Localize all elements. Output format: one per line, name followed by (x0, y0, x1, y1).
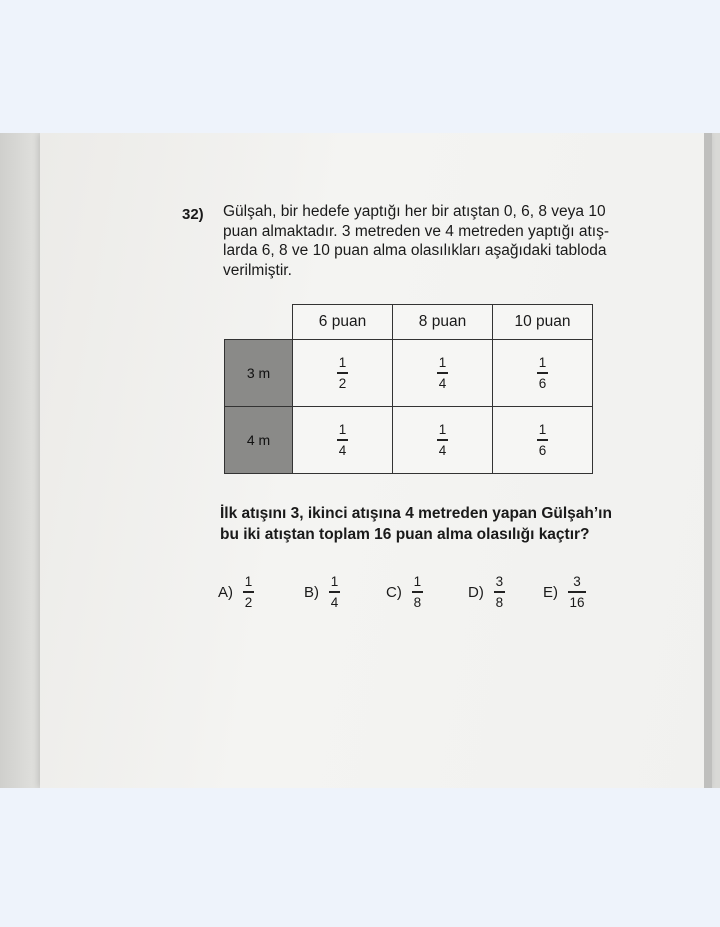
denominator: 2 (338, 375, 347, 391)
fraction (537, 355, 548, 390)
numerator: 1 (338, 422, 347, 438)
stem-line: puan almaktadır. 3 metreden ve 4 metreden yaptığı atış- (223, 222, 609, 240)
probability-table (224, 304, 593, 474)
row-header: 4 m (225, 407, 293, 474)
column-header: 8 puan (393, 305, 493, 340)
page-fold (0, 133, 40, 788)
table-cell (493, 340, 593, 407)
choice-b[interactable] (304, 570, 340, 614)
numerator: 1 (244, 574, 253, 590)
denominator: 6 (538, 375, 547, 391)
numerator: 1 (538, 422, 547, 438)
choice-label: D) (468, 583, 484, 601)
answer-choices (218, 570, 658, 614)
denominator: 6 (538, 442, 547, 458)
question-ask (220, 503, 612, 545)
fraction (337, 422, 348, 457)
denominator: 4 (338, 442, 347, 458)
table-row (225, 407, 593, 474)
table-cell (493, 407, 593, 474)
choice-label: E) (543, 583, 558, 601)
stem-line: Gülşah, bir hedefe yaptığı her bir atıştan 0, 6, 8 veya 10 (223, 203, 606, 220)
ask-line: İlk atışını 3, ikinci atışına 4 metreden yapan Gülşah’ın (220, 505, 612, 522)
fraction (437, 355, 448, 390)
numerator: 1 (330, 574, 339, 590)
denominator: 4 (438, 442, 447, 458)
numerator: 1 (438, 422, 447, 438)
table-corner (225, 305, 293, 340)
fraction (494, 574, 505, 609)
fraction (329, 574, 340, 609)
fraction (568, 574, 586, 609)
page-edge (704, 133, 712, 788)
denominator: 2 (244, 594, 253, 610)
denominator: 4 (438, 375, 447, 391)
numerator: 1 (413, 574, 422, 590)
fraction (412, 574, 423, 609)
numerator: 3 (495, 574, 504, 590)
column-header: 6 puan (293, 305, 393, 340)
column-header: 10 puan (493, 305, 593, 340)
choice-label: A) (218, 583, 233, 601)
denominator: 4 (330, 594, 339, 610)
table-row (225, 340, 593, 407)
choice-e[interactable] (543, 570, 586, 614)
question-number: 32) (182, 206, 204, 223)
numerator: 1 (438, 355, 447, 371)
choice-c[interactable] (386, 570, 423, 614)
fraction (437, 422, 448, 457)
stem-line: larda 6, 8 ve 10 puan alma olasılıkları aşağıdaki tabloda (223, 242, 607, 259)
numerator: 1 (538, 355, 547, 371)
denominator: 16 (569, 594, 585, 610)
exam-paper (40, 133, 712, 788)
question-stem (223, 202, 693, 280)
choice-label: C) (386, 583, 402, 601)
choice-label: B) (304, 583, 319, 601)
table-header-row (225, 305, 593, 340)
table-cell (293, 340, 393, 407)
table-cell (393, 340, 493, 407)
stem-line: verilmiştir. (223, 261, 292, 279)
fraction (243, 574, 254, 609)
photo-of-exam-page (0, 133, 720, 788)
row-header: 3 m (225, 340, 293, 407)
numerator: 1 (338, 355, 347, 371)
ask-line: bu iki atıştan toplam 16 puan alma olasılığı kaçtır? (220, 526, 590, 543)
table-cell (393, 407, 493, 474)
choice-a[interactable] (218, 570, 254, 614)
numerator: 3 (573, 574, 581, 590)
fraction (337, 355, 348, 390)
choice-d[interactable] (468, 570, 505, 614)
table-cell (293, 407, 393, 474)
fraction (537, 422, 548, 457)
denominator: 8 (413, 594, 422, 610)
denominator: 8 (495, 594, 504, 610)
